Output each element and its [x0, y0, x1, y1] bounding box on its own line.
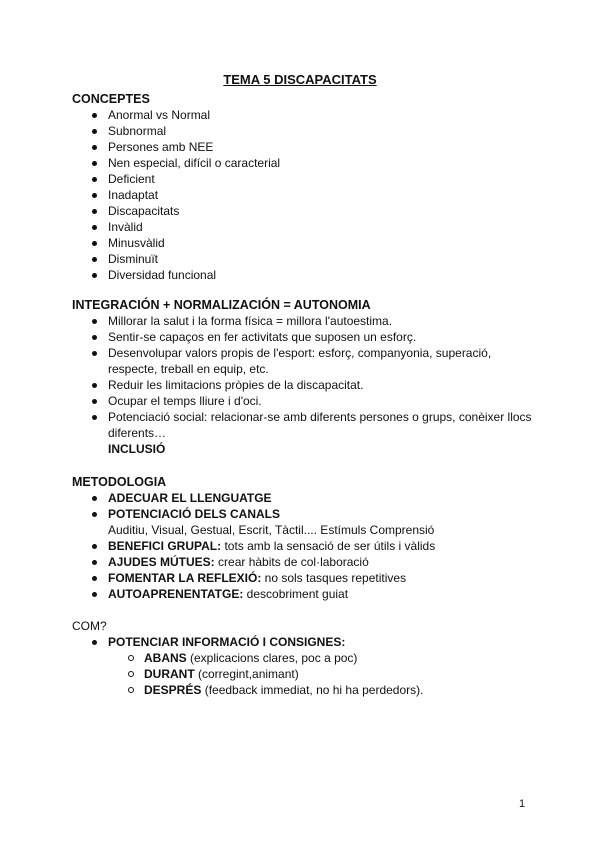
list-item: POTENCIAR INFORMACIÓ I CONSIGNES: — [72, 634, 542, 650]
section-heading-metodologia: METODOLOGIA — [72, 475, 167, 489]
bullet-icon — [92, 145, 97, 150]
list-item: BENEFICI GRUPAL: tots amb la sensació de ser útils i vàlids — [72, 538, 542, 554]
integracion-list — [72, 313, 542, 441]
list-item: Desenvolupar valors propis de l'esport: esforç, companyonia, superació, respecte, treball en equip, etc. — [72, 345, 542, 377]
hollow-bullet-icon — [128, 671, 134, 677]
section-heading-conceptes: CONCEPTES — [72, 92, 150, 106]
bullet-icon — [92, 560, 97, 565]
bullet-icon — [92, 512, 97, 517]
list-item: Nen especial, difícil o caracterial — [72, 155, 542, 171]
bullet-icon — [92, 576, 97, 581]
list-item: Potenciació social: relacionar-se amb diferents persones o grups, conèixer llocs diferents… — [72, 409, 542, 441]
list-item: Millorar la salut i la forma física = millora l'autoestima. — [72, 313, 542, 329]
list-item: Reduir les limitacions pròpies de la discapacitat. — [72, 377, 542, 393]
list-item: AJUDES MÚTUES: crear hàbits de col·laboració — [72, 554, 542, 570]
canals-detail: Auditiu, Visual, Gestual, Escrit, Tàctil.... Estímuls Comprensió — [108, 523, 435, 537]
bullet-icon — [92, 399, 97, 404]
list-item: FOMENTAR LA REFLEXIÓ: no sols tasques repetitives — [72, 570, 542, 586]
list-item: ADECUAR EL LLENGUATGE — [72, 490, 542, 506]
bullet-icon — [92, 241, 97, 246]
list-item: POTENCIACIÓ DELS CANALS Auditiu, Visual, Gestual, Escrit, Tàctil.... Estímuls Comprensió — [72, 506, 542, 538]
list-item: Minusvàlid — [72, 235, 542, 251]
section-heading-com: COM? — [72, 619, 107, 633]
metodologia-list — [72, 490, 542, 602]
list-item: Disminuït — [72, 251, 542, 267]
bullet-icon — [92, 415, 97, 420]
list-item: Invàlid — [72, 219, 542, 235]
bullet-icon — [92, 544, 97, 549]
section-integracion — [72, 297, 542, 457]
list-item: Diversidad funcional — [72, 267, 542, 283]
bullet-icon — [92, 161, 97, 166]
section-com — [72, 618, 542, 698]
page-title: TEMA 5 DISCAPACITATS — [223, 72, 377, 87]
list-item: Deficient — [72, 171, 542, 187]
com-list — [72, 634, 542, 698]
bullet-icon — [92, 257, 97, 262]
hollow-bullet-icon — [128, 687, 134, 693]
sub-list-item: DURANT (corregint,animant) — [72, 666, 542, 682]
bullet-icon — [92, 335, 97, 340]
hollow-bullet-icon — [128, 655, 134, 661]
list-item: Anormal vs Normal — [72, 107, 542, 123]
bullet-icon — [92, 319, 97, 324]
bullet-icon — [92, 640, 97, 645]
page-number: 1 — [519, 798, 526, 810]
bullet-icon — [92, 225, 97, 230]
list-item: Subnormal — [72, 123, 542, 139]
bullet-icon — [92, 177, 97, 182]
list-item: Ocupar el temps lliure i d'oci. — [72, 393, 542, 409]
sub-list-item: ABANS (explicacions clares, poc a poc) — [72, 650, 542, 666]
bullet-icon — [92, 209, 97, 214]
sub-list-item: DESPRÉS (feedback immediat, no hi ha perdedors). — [72, 682, 542, 698]
list-item: AUTOAPRENENTATGE: descobriment guiat — [72, 586, 542, 602]
bullet-icon — [92, 273, 97, 278]
bullet-icon — [92, 383, 97, 388]
section-heading-integracion: INTEGRACIÓN + NORMALIZACIÓN = AUTONOMIA — [72, 298, 371, 312]
bullet-icon — [92, 351, 97, 356]
section-conceptes — [72, 91, 542, 283]
list-item: Inadaptat — [72, 187, 542, 203]
list-item: Sentir-se capaços en fer activitats que suposen un esforç. — [72, 329, 542, 345]
bullet-icon — [92, 193, 97, 198]
section-metodologia — [72, 474, 542, 602]
conceptes-list — [72, 107, 542, 283]
inclusio-label: INCLUSIÓ — [108, 442, 166, 456]
list-item: Discapacitats — [72, 203, 542, 219]
list-item: Persones amb NEE — [72, 139, 542, 155]
bullet-icon — [92, 496, 97, 501]
bullet-icon — [92, 129, 97, 134]
bullet-icon — [92, 592, 97, 597]
bullet-icon — [92, 113, 97, 118]
